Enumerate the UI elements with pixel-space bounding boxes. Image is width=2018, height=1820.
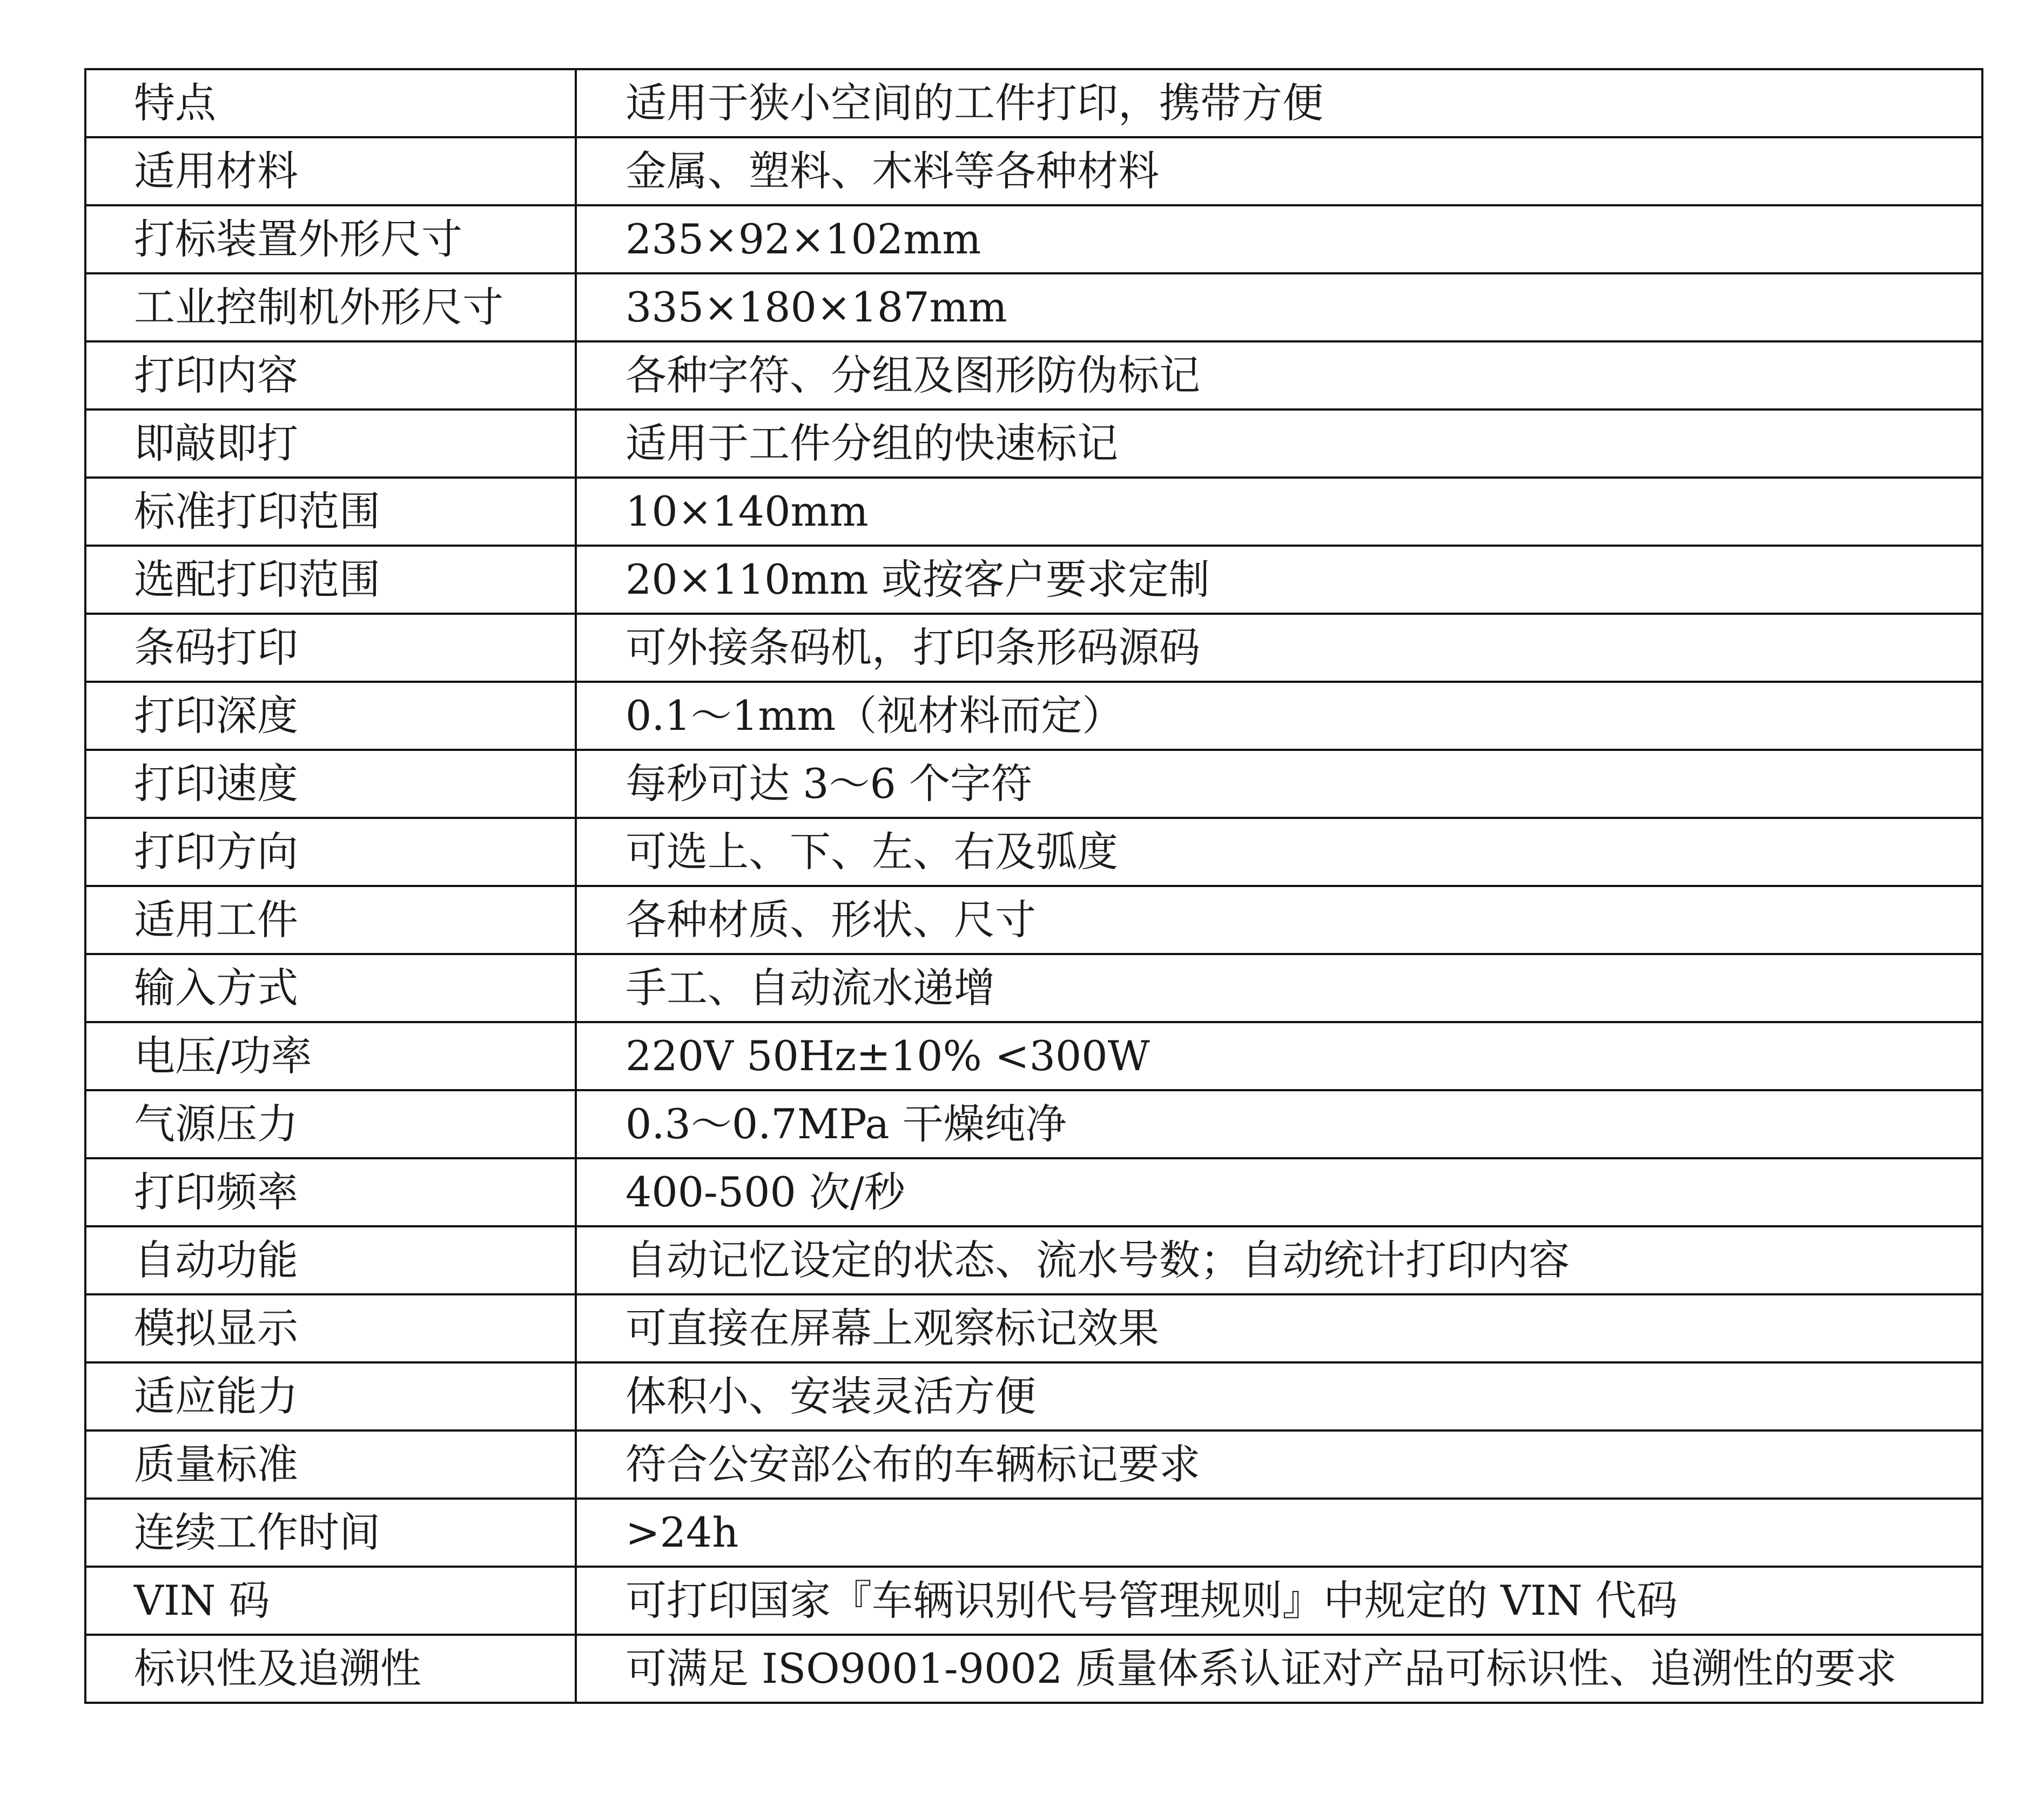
spec-table <box>84 68 1983 1704</box>
table-row <box>85 886 1982 954</box>
table-row <box>85 478 1982 546</box>
table-row <box>85 341 1982 409</box>
spec-value: 20×110mm 或按客户要求定制 <box>576 546 1982 614</box>
spec-label: 打印频率 <box>85 1158 576 1226</box>
table-row <box>85 1226 1982 1294</box>
table-row <box>85 750 1982 818</box>
table-row <box>85 818 1982 886</box>
table-row <box>85 682 1982 750</box>
spec-label: 打标装置外形尺寸 <box>85 205 576 273</box>
spec-value: 每秒可达 3～6 个字符 <box>576 750 1982 818</box>
spec-label: 工业控制机外形尺寸 <box>85 273 576 341</box>
spec-value: 手工、自动流水递增 <box>576 954 1982 1022</box>
spec-value: >24h <box>576 1499 1982 1567</box>
spec-value: 符合公安部公布的车辆标记要求 <box>576 1431 1982 1499</box>
spec-label: 标准打印范围 <box>85 478 576 546</box>
spec-label: 模拟显示 <box>85 1294 576 1362</box>
spec-label: 条码打印 <box>85 614 576 682</box>
spec-value: 0.1～1mm（视材料而定） <box>576 682 1982 750</box>
table-row <box>85 1294 1982 1362</box>
spec-value: 235×92×102mm <box>576 205 1982 273</box>
spec-value: 335×180×187mm <box>576 273 1982 341</box>
spec-label: 质量标准 <box>85 1431 576 1499</box>
spec-value: 10×140mm <box>576 478 1982 546</box>
spec-value: 金属、塑料、木料等各种材料 <box>576 137 1982 205</box>
spec-value: 适用于工件分组的快速标记 <box>576 409 1982 478</box>
spec-label: 打印速度 <box>85 750 576 818</box>
spec-value: 0.3～0.7MPa 干燥纯净 <box>576 1090 1982 1158</box>
spec-table-body <box>85 69 1982 1703</box>
spec-value: 各种材质、形状、尺寸 <box>576 886 1982 954</box>
spec-value: 体积小、安装灵活方便 <box>576 1362 1982 1431</box>
spec-label: 自动功能 <box>85 1226 576 1294</box>
spec-value: 可外接条码机，打印条形码源码 <box>576 614 1982 682</box>
table-row <box>85 69 1982 137</box>
spec-label: 输入方式 <box>85 954 576 1022</box>
spec-value: 自动记忆设定的状态、流水号数；自动统计打印内容 <box>576 1226 1982 1294</box>
spec-label: 电压/功率 <box>85 1022 576 1090</box>
spec-value: 各种字符、分组及图形防伪标记 <box>576 341 1982 409</box>
spec-label: 特点 <box>85 69 576 137</box>
table-row <box>85 273 1982 341</box>
table-row <box>85 1431 1982 1499</box>
spec-value: 适用于狭小空间的工件打印，携带方便 <box>576 69 1982 137</box>
table-row <box>85 1090 1982 1158</box>
spec-value: 可选上、下、左、右及弧度 <box>576 818 1982 886</box>
spec-label: 选配打印范围 <box>85 546 576 614</box>
table-row <box>85 954 1982 1022</box>
spec-label: 连续工作时间 <box>85 1499 576 1567</box>
table-row <box>85 1567 1982 1635</box>
spec-label: 适应能力 <box>85 1362 576 1431</box>
spec-value: 220V 50Hz±10% <300W <box>576 1022 1982 1090</box>
spec-value: 可打印国家『车辆识别代号管理规则』中规定的 VIN 代码 <box>576 1567 1982 1635</box>
spec-label: 打印深度 <box>85 682 576 750</box>
spec-label: 打印方向 <box>85 818 576 886</box>
spec-label: VIN 码 <box>85 1567 576 1635</box>
spec-label: 气源压力 <box>85 1090 576 1158</box>
table-row <box>85 1362 1982 1431</box>
table-row <box>85 409 1982 478</box>
spec-label: 标识性及追溯性 <box>85 1635 576 1703</box>
table-row <box>85 205 1982 273</box>
table-row <box>85 1499 1982 1567</box>
spec-label: 适用材料 <box>85 137 576 205</box>
spec-label: 适用工件 <box>85 886 576 954</box>
table-row <box>85 1022 1982 1090</box>
table-row <box>85 1158 1982 1226</box>
spec-value: 可直接在屏幕上观察标记效果 <box>576 1294 1982 1362</box>
spec-value: 可满足 ISO9001-9002 质量体系认证对产品可标识性、追溯性的要求 <box>576 1635 1982 1703</box>
spec-label: 即敲即打 <box>85 409 576 478</box>
spec-label: 打印内容 <box>85 341 576 409</box>
table-row <box>85 137 1982 205</box>
table-row <box>85 1635 1982 1703</box>
table-row <box>85 614 1982 682</box>
table-row <box>85 546 1982 614</box>
spec-value: 400-500 次/秒 <box>576 1158 1982 1226</box>
